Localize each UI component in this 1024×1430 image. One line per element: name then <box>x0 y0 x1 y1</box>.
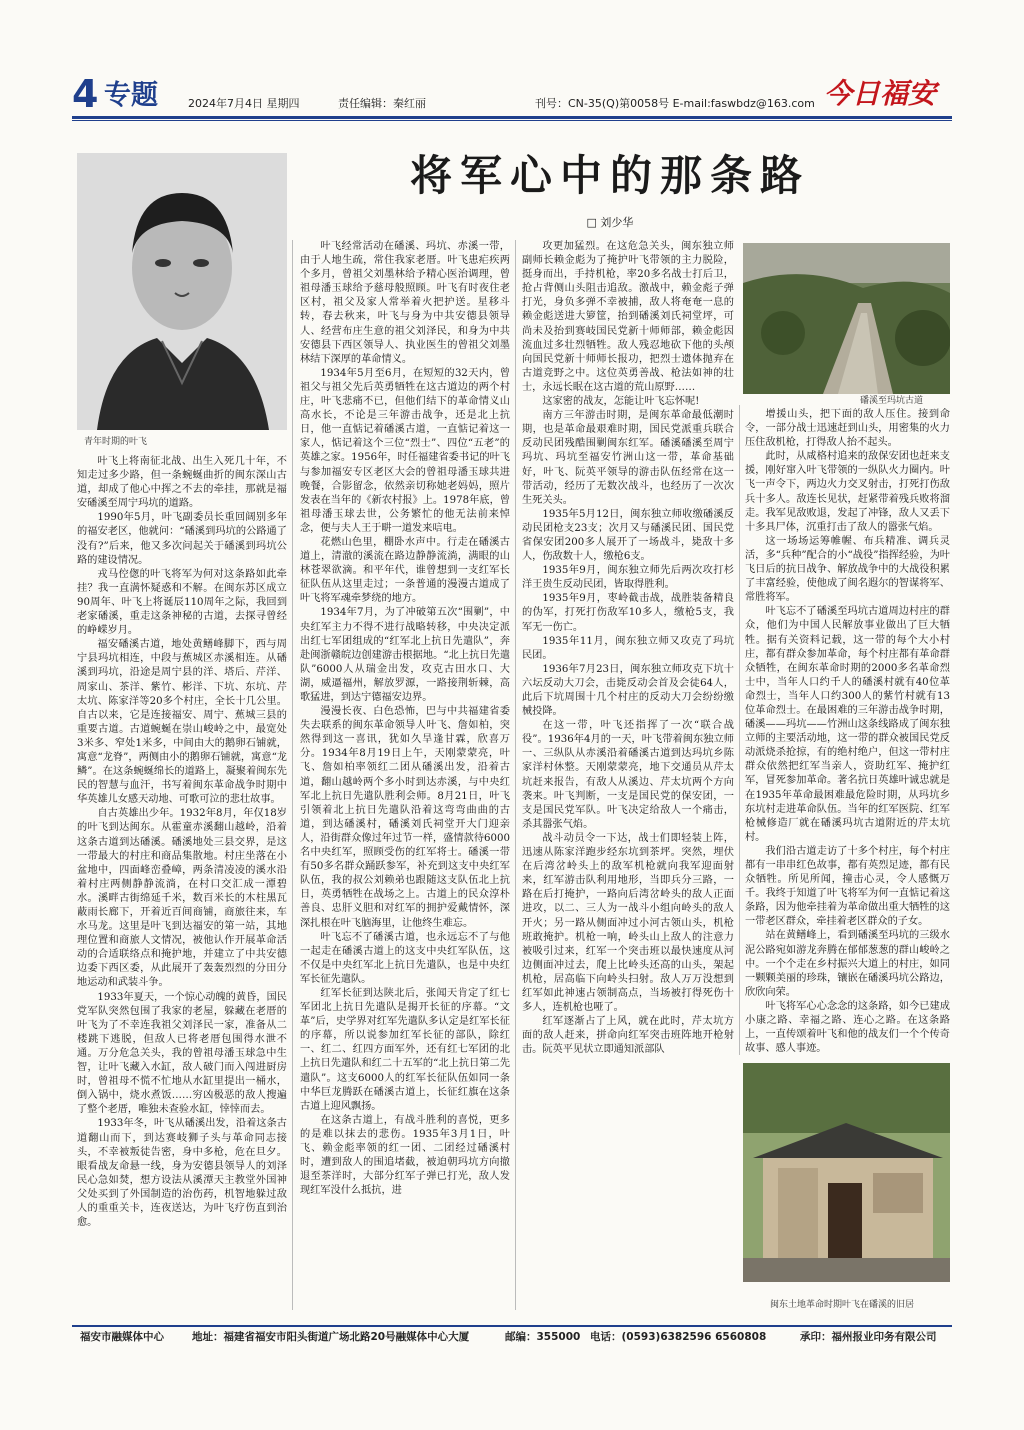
paragraph: 攻更加猛烈。在这危急关头，闽东独立师副师长赖金彪为了掩护叶飞带领的主力脱险，挺身而出，手持机枪，率20多名战士打后卫，抢占背侧山头阻击追敌。激战中，赖金彪子弹打光，身负多弹不幸被捕，敌人将奄奄一息的赖金彪送进大箩筐，抬到磻溪刘氏祠堂坪，可尚未及抬到赛岐国民党新十师师部，赖金彪因流血过多壮烈牺牲。敌人残忍地砍下他的头颅向国民党新十师师长报功，把烈士遗体抛弃在古道竞野之中。这位英勇善战、枪法如神的壮士，永远长眠在这古道的荒山原野…… <box>522 241 734 393</box>
section-title: 专题 <box>104 80 158 111</box>
paragraph: 1935年9月，枣岭截击战，战胜装备精良的伪军，打死打伤敌军10多人，缴枪5支，我军无一伤亡。 <box>522 593 734 633</box>
paragraph: 1935年11月，闽东独立师又攻克了玛坑民团。 <box>522 635 734 661</box>
paragraph: 在这条古道上，有战斗胜利的喜悦，更多的是难以抹去的悲伤。1935年3月1日，叶飞、赖金彪率领的红一团、二团经过磻溪村时，遭到敌人的围追堵截，被迫朝玛坑方向撤退至茶洋时，大部分红军子弹已打光，敌人发现红军没什么抵抗，进 <box>300 1114 510 1197</box>
article-author: □ 刘少华 <box>586 216 634 229</box>
header-rule-thin <box>72 120 952 121</box>
paragraph: 1990年5月，叶飞副委员长重回阔别多年的福安老区，他就问：“磻溪到玛坑的公路通了没有?”后来，他又多次问起关于磻溪到玛坑公路的建设情况。 <box>77 512 287 566</box>
paragraph: 红军长征到达陕北后，张闻天肯定了红七军团北上抗日先遣队是揭开长征的序幕。“文革”后，史学界对红军先遣队多认定是红军长征的序幕，所以说参加红军长征的部队，除红一、红二、红四方面军外，还有红七军团的北上抗日先遣队和红二十五军的“北上抗日第二先遣队”。这支6000人的红军长征队伍如同一条中华巨龙腾跃在磻溪古道上，长征红旗在这条古道上迎风飘扬。 <box>300 987 510 1112</box>
paragraph: 漫漫长夜、白色恐怖，巴与中共福建省委失去联系的闽东革命领导人叶飞、詹如柏，突然得到这一喜讯，犹如久旱逢甘霖，欣喜万分。1934年8月19日上午，天刚蒙蒙亮，叶飞、詹如柏率领红二团从磻溪出发，沿着古道，翻山越岭两个多小时到达赤溪，与中央红军北上抗日先遣队胜利会师。8月21日，叶飞引领着北上抗日先遣队沿着这弯弯曲曲的古道，到达磻溪村，磻溪刘氏祠堂开大门迎亲人，沿街群众像过年过节一样，盛情款待6000名中央红军，照顾受伤的红军将士。磻溪一带有50多名群众踊跃参军，补充到这支中央红军队伍，我的叔公刘赖弟也跟随这支队伍北上抗日，英勇牺牲在战场之上。古道上的民众淳朴善良、忠肝义胆和对红军的拥护爱戴情怀，深深扎根在叶飞脑海里，让他终生难忘。 <box>300 706 510 929</box>
issue-date: 2024年7月4日 星期四 <box>188 97 300 110</box>
column-divider <box>515 240 516 1310</box>
footer-printer: 承印：福州报业印务有限公司 <box>800 1331 937 1343</box>
paragraph: 1935年5月12日，闽东独立师收缴磻溪反动民团枪支23支；次月又与磻溪民团、国民党省保安团200多人展开了一场战斗，毙敌十多人，伤敌数十人，缴枪6支。 <box>522 508 734 563</box>
paragraph: 1935年9月，闽东独立师先后两次攻打杉洋王贵生反动民团，皆取得胜利。 <box>522 565 734 591</box>
road-image <box>743 243 950 394</box>
paragraph: 这家密的战友，怎能让叶飞忘怀呢! <box>542 396 700 408</box>
paragraph: 1933年冬，叶飞从磻溪出发，沿着这条古道翻山而下，到达赛岐狮子头与革命同志接头，不幸被叛徒告密，身中多枪，危在旦夕。眼看战友命悬一线，身为安德县领导人的刘泽民心急如焚，想方设法从溪潭天主教堂外国神父处买到了外国制造的治伤药，机智地躲过敌人的重重关卡，连夜送达，为叶飞疗伤直到治愈。 <box>77 1118 287 1229</box>
house-caption: 闽东土地革命时期叶飞在磻溪的旧居 <box>770 1300 915 1310</box>
paragraph: 花燃山色里，棚卧水声中。行走在磻溪古道上，清澈的溪流在路边静静流淌，满眼的山林苍翠欲滴。和平年代，谁曾想到一支红军长征队伍从这里走过；一条普通的漫漫古道成了叶飞将军魂牵梦绕的地方。 <box>300 536 510 605</box>
paragraph: 南方三年游击时期，是闽东革命最低潮时期，也是革命最艰难时期，国民党派重兵联合反动民团残酷围剿闽东红军。磻溪磻溪至周宁玛坑、玛坑至福安竹洲山这一带，革命基础好，叶飞、阮英平领导的游击队伍经常在这一带活动，经历了无数次战斗，也经历了一次次生死关头。 <box>522 410 734 506</box>
paragraph: 这一场场运筹帷幄、布兵精准、调兵灵活，多“兵种”配合的小“战役”指挥经验，为叶飞日后的抗日战争、解放战争中的大战役积累了丰富经验，使他成了闽名遐尔的智谋将军、常胜将军。 <box>745 535 950 604</box>
footer-address: 地址：福建省福安市阳头街道广场北路20号融媒体中心大厦 <box>192 1331 470 1343</box>
paragraph: 叶飞将军心心念念的这条路，如今已建成小康之路、幸福之路、连心之路。在这条路上，一直传颂着叶飞和他的战友们一个个传奇故事、感人事迹。 <box>745 1000 950 1055</box>
article-title: 将军心中的那条路 <box>409 151 810 200</box>
paragraph: 站在黄鳝峰上，看到磻溪至玛坑的三级水泥公路宛如游龙奔腾在郁郁葱葱的群山峻岭之中。一个个走在乡村振兴大道上的村庄，如同一颗颗美丽的珍珠，镶嵌在磻溪玛坑公路边，欣欣向荣。 <box>745 930 950 998</box>
paragraph: 1933年夏天，一个惊心动魄的黄昏，国民党军队突然包围了我家的老屋，躲藏在老厝的叶飞为了不幸连我祖父刘泽民一家，准备从二楼跳下逃脱，但敌人已将老厝包围得水泄不通。万分危急关头，我的曾祖母潘玉球急中生智，让叶飞藏入水缸，敌人破门而入闯进厨房时，曾祖母不慌不忙地从水缸里提出一桶水，倒入锅中，烧水煮饭……穷凶极恶的敌人搜遍了整个老厝，唯独未查验水缸，悻悻而去。 <box>77 991 287 1116</box>
house-image <box>743 1063 950 1282</box>
paragraph: 1936年7月23日，闽东独立师攻克下坑十六坛反动大刀会，击毙反动会首及会徒64人，此后下坑周围十几个村庄的反动大刀会纷纷缴械投降。 <box>522 663 734 718</box>
paragraph: 红军逐渐占了上风，就在此时，芹太坑方面的敌人赶来，拼命向红军突击班阵地开枪射击。阮英平见状立即通知派部队 <box>522 1016 734 1056</box>
footer-phone: 电话：(0593)6382596 6560808 <box>590 1331 767 1343</box>
paragraph: 叶飞忘不了磻溪至玛坑古道周边村庄的群众，他们为中国人民解放事业做出了巨大牺牲。据有关资料记载，这一带的每个大小村庄，都有群众参加革命，每个村庄都有革命群众牺牲，在闽东革命时期的2000多名革命烈士中，当年人口约千人的磻溪村就有40位革命烈士，当年人口约300人的紫竹村就有13位革命烈士。在最困难的三年游击战争时期，磻溪——玛坑——竹洲山这条线路成了闽东独立师的主要活动地，这一带的群众被国民党反动派烧杀抢掠，有的绝村绝户，但这一带村庄群众依然把红军当亲人，资助红军、掩护红军，冒死参加革命。著名抗日英雄叶诚忠就是在1935年革命最困难最危险时期，从玛坑乡东坑村走进革命队伍。当年的红军医院、红军枪械修造厂就在磻溪玛坑古道附近的芹太坑村。 <box>745 606 950 843</box>
footer-postcode: 邮编：355000 <box>505 1331 581 1343</box>
header-rule <box>72 116 952 119</box>
paragraph: 此时，从咸格村追来的敌保安团也赶来支援，刚好窜入叶飞带领的一纵队火力圈内。叶飞一声令下，两边火力交叉射击，打死打伤敌兵十多人。敌连长见状，赶紧带着残兵败将溜走。我军见敌败退，发起了冲锋，敌人又丢下十多具尸体，沉重打击了敌人的嚣张气焰。 <box>745 451 950 533</box>
column-divider <box>739 405 740 1055</box>
page-number: 4 <box>72 72 99 116</box>
paragraph: 戎马倥偬的叶飞将军为何对这条路如此牵挂？我一直满怀疑惑和不解。在闽东苏区成立90周年、叶飞上将诞辰110周年之际，我回到老家磻溪，重走这条神秘的古道，去探寻曾经的峥嵘岁月。 <box>77 568 287 637</box>
paragraph: 1934年5月至6月，在短短的32天内，曾祖父与祖父先后英勇牺牲在这古道边的两个村庄，叶飞悲痛不已，但他们结下的革命情义山高水长，不论是三年游击战争，还是北上抗日，他一直惦记着磻溪古道，一直惦记着这一家人，惦记着这个三位“烈士”、四位“五老”的英雄之家。1956年，时任福建省委书记的叶飞与参加福安专区老区大会的曾祖母潘玉球共进晚餐，合影留念，依然亲切称她老妈妈，照片发表在当年的《新农村报》上。1978年底，曾祖母潘玉球去世，公务繁忙的他无法前来悼念，便与夫人王于畊一道发来唁电。 <box>300 367 510 534</box>
publication-info: 刊号：CN-35(Q)第0058号 E-mail:faswbdz@163.com <box>535 97 815 110</box>
paragraph: 叶飞经常活动在磻溪、玛坑、赤溪一带，由于人地生疏，常住我家老厝。叶飞患疟疾两个多月，曾祖父刘墨林给予精心医治调理，曾祖母潘玉球给予慈母般照顾。叶飞有时夜住老区村，祖父及家人常举着火把护送。星移斗转，春去秋来，叶飞与身为中共安德县领导人、经营布庄生意的祖父刘泽民，和身为中共安德县下西区领导人、执业医生的曾祖父刘墨林结下深厚的革命情义。 <box>300 241 510 365</box>
newspaper-logo: 今日福安 <box>824 77 937 110</box>
paragraph: 自古英雄出少年。1932年8月，年仅18岁的叶飞到达闽东。从霍童赤溪翻山越岭，沿着这条古道到达磻溪。磻溪地处三县交界，是这一带最大的村庄和商品集散地。村庄坐落在小盆地中，四面峰峦叠嶂，两条清凌凌的溪水沿着村庄两侧静静流淌，在村口交汇成一潭碧水。溪畔古街绵延千米，数百米长的木柱黑瓦蔽雨长廊下，开着近百间商铺，商旅往来，车水马龙。这里是叶飞到达福安的第一站，其地理位置和商旅人文情况，被他认作开展革命活动的合适联络点和掩护地，并建立了中共安德边委下西区委，从此展开了轰轰烈烈的分田分地运动和武装斗争。 <box>77 808 287 989</box>
house-photo <box>743 1063 950 1282</box>
paragraph: 增援山头，把下面的敌人压住。接到命令，一部分战士迅速赶到山头，用密集的火力压住敌机枪，打得敌人抬不起头。 <box>745 409 950 449</box>
portrait-caption: 青年时期的叶飞 <box>84 437 148 447</box>
editor-credit: 责任编辑：秦红丽 <box>338 97 426 110</box>
article-column-4 <box>745 408 950 1058</box>
footer-org: 福安市融媒体中心 <box>80 1331 164 1343</box>
footer-rule <box>72 1325 952 1327</box>
paragraph: 福安磻溪古道，地处黄鳝峰脚下，西与周宁县玛坑相连，中段与蕉城区赤溪相连。从磻溪到玛坑，沿途是周宁县的洋、塔后、芹洋、周家山、茶洋、紫竹、彬洋、下坑、东坑、芹太坑、陈家洋等20多个村庄，全长十几公里。自古以来，它是连接福安、周宁、蕉城三县的重要古道。古道蜿蜒在崇山峻岭之中，最宽处3米多、窄处1米多，中间由大的鹅卵石铺就，寓意“龙脊”，两侧由小的鹅卵石铺就，寓意“龙鳞”。在这条蜿蜒绵长的道路上，凝聚着闽东先民的智慧与血汗，书写着闽东革命战争时期中华英雄儿女感天动地、可歌可泣的悲壮故事。 <box>77 639 287 806</box>
paragraph: 1934年7月，为了冲破第五次“围剿”，中央红军主力不得不进行战略转移，中央决定派出红七军团组成的“红军北上抗日先遣队”，奔赴闽浙赣皖边创建游击根据地。“北上抗日先遣队”6000人从瑞金出发，攻克古田水口、大湖，威逼福州，解放罗源，一路接荆斩棘，高歌猛进，到达宁德福安边界。 <box>300 607 510 703</box>
article-column-3 <box>522 240 734 1315</box>
paragraph: 我们沿古道走访了十多个村庄，每个村庄都有一串串红色故事，都有英烈足迹，都有民众牺牲。所见所闻，撞击心灵，令人感慨万千。我终于知道了叶飞将军为何一直惦记着这条路，因为他牵挂着为革命做出重大牺牲的这一带老区群众，牵挂着老区群众的子女。 <box>745 845 950 928</box>
portrait-image <box>77 153 287 430</box>
paragraph: 叶飞忘不了磻溪古道，也永远忘不了与他一起走在磻溪古道上的这支中央红军队伍，这不仅是中央红军北上抗日先遣队，也是中央红军长征先遣队。 <box>300 931 510 985</box>
paragraph: 在这一带，叶飞还指挥了一次“联合战役”。1936年4月的一天，叶飞带着闽东独立师一、三纵队从赤溪沿着磻溪古道到达玛坑乡陈家洋村休整。天刚蒙蒙亮，地下交通员从芹太坑赶来报告，有敌人从溪边、芹太坑两个方向袭来。叶飞判断，一支是国民党的保安团，一支是国民党军队。叶飞决定给敌人一个痛击，杀其嚣张气焰。 <box>522 720 734 830</box>
road-caption: 磻溪至玛坑古道 <box>860 396 924 406</box>
portrait-photo <box>77 153 287 430</box>
article-column-1 <box>77 455 287 1315</box>
column-divider <box>292 240 293 1310</box>
road-photo <box>743 243 950 394</box>
paragraph: 战斗动员令一下达，战士们即轻装上阵，迅速从陈家洋跑步经东坑到茶坪。突然，埋伏在后湾岔岭头上的敌军机枪就向我军迎面射来，红军游击队利用地形，当即兵分三路，一路在后打掩护，一路向后湾岔岭头的敌人正面进攻，以二、三人为一战斗小组向岭头的敌人开火；另一路从侧面冲过小河古领山头，机枪班敢掩护。机枪一响，岭头山上敌人的注意力被吸引过来，红军一个突击班以最快速度从河边侧面冲过去，爬上比岭头还高的山头，架起机枪，居高临下向岭头扫射。敌人万万没想到红军如此神速占领制高点，当场被打得死伤十多人，连机枪也哑了。 <box>522 832 734 1014</box>
article-column-2 <box>300 240 510 1315</box>
paragraph: 叶飞上将南征北战、出生入死几十年，不知走过多少路，但一条蜿蜒曲折的闽东深山古道，却成了他心中挥之不去的牵挂，那就是福安磻溪至周宁玛坑的道路。 <box>77 456 287 510</box>
